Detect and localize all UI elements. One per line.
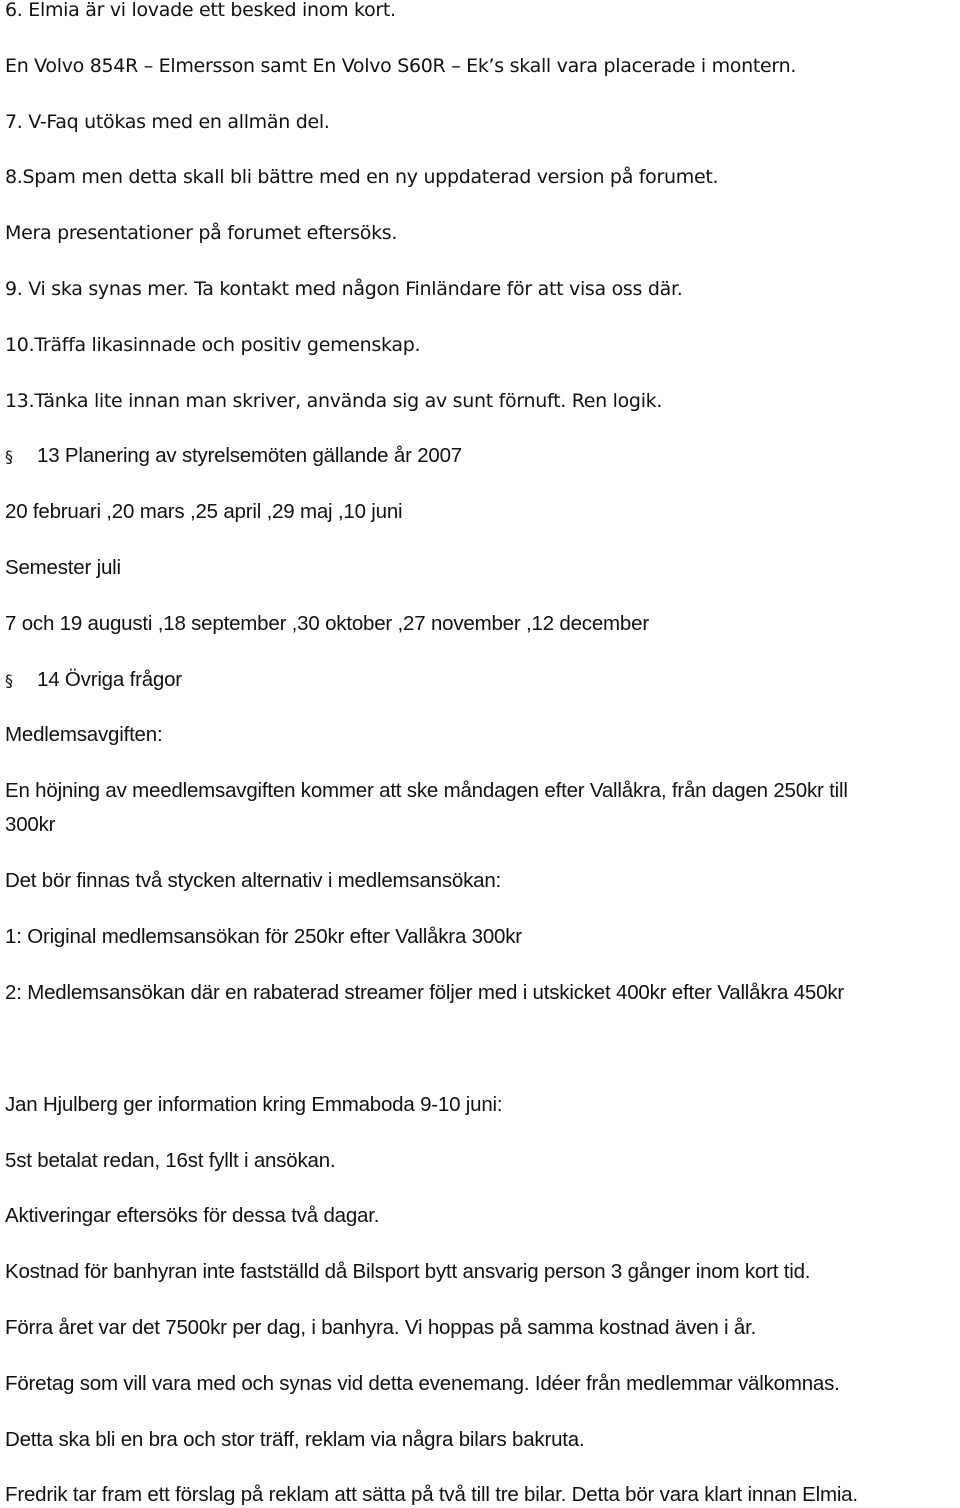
text-line: Aktiveringar eftersöks för dessa två dagar. [5,1204,380,1227]
text-line: 7 och 19 augusti ,18 september ,30 oktober ,27 november ,12 december [5,612,649,635]
text-line: Medlemsavgiften: [5,723,163,746]
text-line: Semester juli [5,556,121,579]
text-line: Fredrik tar fram ett förslag på reklam att sätta på två till tre bilar. Detta bör vara klart innan Elmia. [5,1483,858,1506]
section-bullet-icon: § [5,671,13,690]
text-line: En Volvo 854R – Elmersson samt En Volvo S60R – Ek’s skall vara placerade i montern. [5,55,797,77]
text-line: 8.Spam men detta skall bli bättre med en ny uppdaterad version på forumet. [5,166,719,188]
text-line: Jan Hjulberg ger information kring Emmaboda 9-10 juni: [5,1093,503,1116]
text-line: 7. V-Faq utökas med en allmän del. [5,111,330,133]
section-heading-text: 14 Övriga frågor [37,668,182,691]
section-heading-text: 13 Planering av styrelsemöten gällande år 2007 [37,444,462,467]
text-line: 13.Tänka lite innan man skriver, använda sig av sunt förnuft. Ren logik. [5,390,663,412]
text-line: 1: Original medlemsansökan för 250kr efter Vallåkra 300kr [5,925,522,948]
section-heading [5,443,462,470]
text-line: En höjning av meedlemsavgiften kommer att ske måndagen efter Vallåkra, från dagen 250kr till [5,779,848,802]
text-line: 300kr [5,813,56,836]
text-line: 20 februari ,20 mars ,25 april ,29 maj ,10 juni [5,500,403,523]
text-line: 9. Vi ska synas mer. Ta kontakt med någon Finländare för att visa oss där. [5,278,683,300]
text-line: Detta ska bli en bra och stor träff, reklam via några bilars bakruta. [5,1428,585,1451]
text-line: Mera presentationer på forumet eftersöks. [5,222,398,244]
text-line: Företag som vill vara med och synas vid detta evenemang. Idéer från medlemmar välkomnas. [5,1372,840,1395]
text-line: 10.Träffa likasinnade och positiv gemenskap. [5,334,421,356]
text-line: Förra året var det 7500kr per dag, i banhyra. Vi hoppas på samma kostnad även i år. [5,1316,757,1339]
section-heading [5,667,182,694]
text-line: 6. Elmia är vi lovade ett besked inom kort. [5,0,396,21]
text-line: Det bör finnas två stycken alternativ i medlemsansökan: [5,869,502,892]
text-line: 2: Medlemsansökan där en rabaterad streamer följer med i utskicket 400kr efter Vallåkra 450kr [5,981,845,1004]
section-bullet-icon: § [5,447,13,466]
text-line: 5st betalat redan, 16st fyllt i ansökan. [5,1149,336,1172]
text-line: Kostnad för banhyran inte fastställd då Bilsport bytt ansvarig person 3 gånger inom kort tid. [5,1260,811,1283]
